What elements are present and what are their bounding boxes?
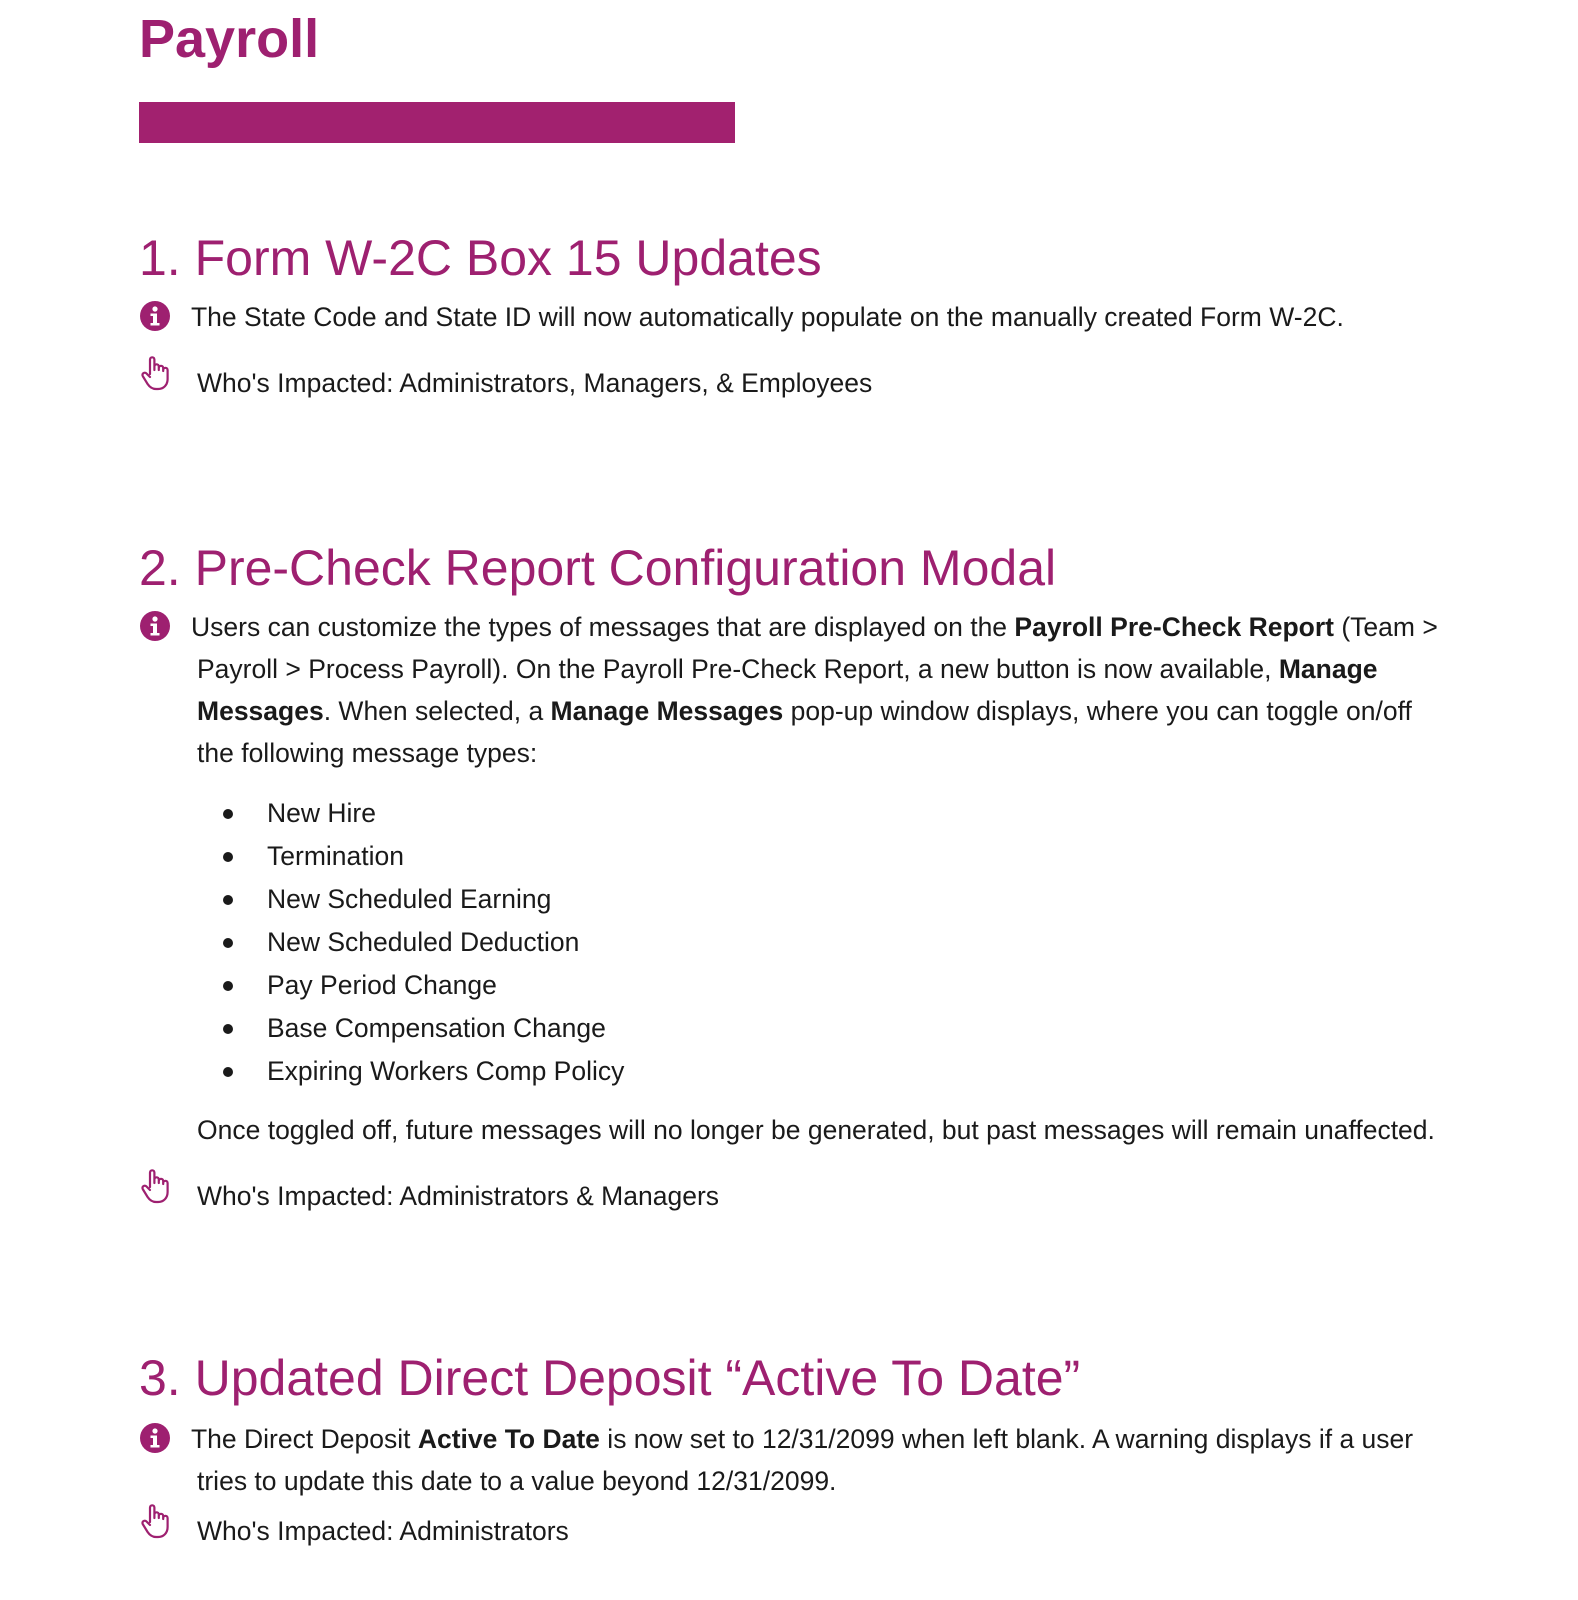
bullet-icon <box>223 938 233 948</box>
section-note: Once toggled off, future messages will no longer be generated, but past messages will remain unaffected. <box>197 1115 1435 1145</box>
bullet-icon <box>223 981 233 991</box>
pointing-hand-icon <box>139 354 171 392</box>
list-item <box>267 921 1439 964</box>
list-item-label: New Hire <box>267 798 376 828</box>
section-heading: 2. Pre-Check Report Configuration Modal <box>139 540 1057 596</box>
section-heading: 1. Form W-2C Box 15 Updates <box>139 230 822 286</box>
list-item-label: Expiring Workers Comp Policy <box>267 1056 625 1086</box>
list-item-label: New Scheduled Earning <box>267 884 552 914</box>
section-direct-deposit <box>139 1346 1439 1552</box>
list-item <box>267 792 1439 835</box>
bullet-icon <box>223 1024 233 1034</box>
pointing-hand-icon <box>139 1502 171 1540</box>
list-item <box>267 1007 1439 1050</box>
description-text: . When selected, a <box>323 696 551 726</box>
pointing-hand-icon <box>139 1167 171 1205</box>
list-item-label: Base Compensation Change <box>267 1013 606 1043</box>
list-item <box>267 878 1439 921</box>
description-text: (Team > Payroll > Process Payroll). On the Payroll Pre-Check Report, a new button is now available, <box>197 612 1438 684</box>
bullet-icon <box>223 852 233 862</box>
popup-name-bold: Manage Messages <box>550 696 784 726</box>
title-underline-bar <box>139 102 735 143</box>
description-text: The Direct Deposit <box>191 1424 418 1454</box>
info-icon <box>139 300 171 332</box>
info-icon <box>139 610 171 642</box>
impact-row <box>139 1175 1439 1217</box>
section-precheck-report <box>139 536 1439 1217</box>
field-name-bold: Active To Date <box>417 1424 600 1454</box>
info-icon <box>139 1422 171 1454</box>
section-description: The State Code and State ID will now automatically populate on the manually created Form W-2C. <box>191 302 1344 332</box>
section-description-row <box>139 1418 1439 1502</box>
section-description <box>191 1418 1439 1502</box>
list-item <box>267 964 1439 1007</box>
list-item-label: Pay Period Change <box>267 970 497 1000</box>
description-text: pop-up window displays, where you can toggle on/off the following message types: <box>197 696 1412 768</box>
list-item-label: New Scheduled Deduction <box>267 927 580 957</box>
description-text: is now set to 12/31/2099 when left blank. A warning displays if a user tries to update this date to a value beyond 12/31/2099. <box>197 1424 1414 1496</box>
button-name-bold: Manage Messages <box>197 654 1378 726</box>
section-description-row <box>139 606 1439 1151</box>
bullet-icon <box>223 895 233 905</box>
list-item <box>267 1050 1439 1093</box>
section-description <box>191 606 1439 774</box>
message-types-list <box>197 792 1439 1093</box>
list-item-label: Termination <box>267 841 404 871</box>
section-heading: 3. Updated Direct Deposit “Active To Date” <box>139 1350 1081 1406</box>
bullet-icon <box>223 1067 233 1077</box>
impact-row <box>139 362 1439 404</box>
report-name-bold: Payroll Pre-Check Report <box>1014 612 1334 642</box>
page-title: Payroll <box>139 9 320 69</box>
section-description-row <box>139 296 1439 338</box>
impacted-text: Who's Impacted: Administrators & Managers <box>197 1181 720 1211</box>
impacted-text: Who's Impacted: Administrators <box>197 1516 569 1546</box>
section-form-w2c <box>139 226 1439 404</box>
bullet-icon <box>223 809 233 819</box>
impact-row <box>139 1510 1439 1552</box>
description-text: Users can customize the types of messages that are displayed on the <box>191 612 1015 642</box>
impacted-text: Who's Impacted: Administrators, Managers, & Employees <box>197 368 873 398</box>
list-item <box>267 835 1439 878</box>
